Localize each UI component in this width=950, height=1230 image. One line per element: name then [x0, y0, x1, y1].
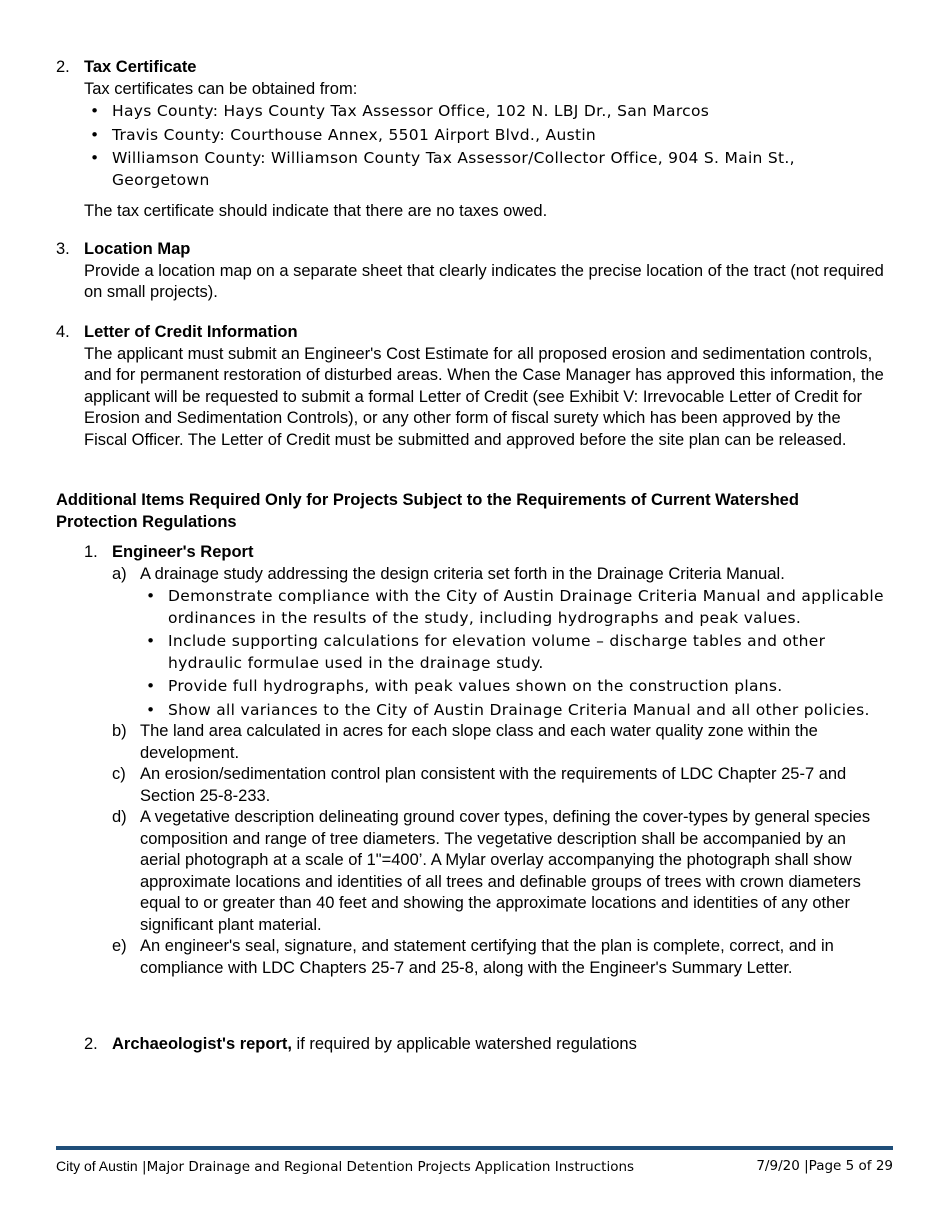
footer-page-number: Page 5 of 29	[808, 1158, 893, 1174]
item-archaeologist-report	[84, 1034, 886, 1056]
list-item: • Demonstrate compliance with the City of Austin Drainage Criteria Manual and applicable ordinances in the results of the study, including hydrographs and peak values.	[140, 586, 886, 629]
footer-left	[56, 1156, 634, 1179]
footer-date: 7/9/20	[756, 1158, 800, 1174]
subitem-text: An engineer's seal, signature, and statement certifying that the plan is complete, correct, and in compliance with LDC Chapters 25-7 and 25-8, along with the Engineer's Summary Letter.	[140, 937, 834, 977]
footer-doc-title: Major Drainage and Regional Detention Projects Application Instructions	[146, 1159, 635, 1175]
subitem-label: b)	[112, 722, 127, 740]
list-item: • Show all variances to the City of Austin Drainage Criteria Manual and all other policies.	[140, 700, 886, 722]
subitem-text: The land area calculated in acres for each slope class and each water quality zone within the development.	[140, 722, 818, 762]
subitem-text: A vegetative description delineating ground cover types, defining the cover-types by general species composition and range of tree diameters. The vegetative description shall be accompanied by an aerial photograph at a scale of 1"=400’. A Mylar overlay accompanying the photograph shall show approximate locations and identities of all trees and definable groups of trees with crown diameters equal to or greater than 40 feet and showing the approximate locations and identities of any other significant plant material.	[140, 808, 871, 934]
item-title: Tax Certificate	[84, 58, 197, 76]
item-title: Engineer's Report	[112, 543, 254, 561]
subitem-b	[112, 721, 886, 764]
subitem-text: An erosion/sedimentation control plan consistent with the requirements of LDC Chapter 25-7 and Section 25-8-233.	[140, 765, 847, 805]
footer-right	[756, 1156, 893, 1178]
item-text: The applicant must submit an Engineer's Cost Estimate for all proposed erosion and sedimentation controls, and for permanent restoration of disturbed areas. When the Case Manager has approved this information, the applicant will be requested to submit a formal Letter of Credit (see Exhibit V: Irrevocable Letter of Credit for Erosion and Sedimentation Controls), or any other form of fiscal surety which has been approved by the Fiscal Officer. The Letter of Credit must be submitted and approved before the site plan can be released.	[84, 344, 884, 449]
drainage-study-list	[140, 586, 886, 721]
item-number: 4.	[56, 323, 70, 341]
footer-city: City of Austin	[56, 1158, 138, 1174]
item-note: The tax certificate should indicate that there are no taxes owed.	[84, 202, 548, 220]
list-item: • Provide full hydrographs, with peak values shown on the construction plans.	[140, 676, 886, 698]
subitem-label: c)	[112, 765, 126, 783]
item-number: 3.	[56, 240, 70, 258]
list-item: • Hays County: Hays County Tax Assessor Office, 102 N. LBJ Dr., San Marcos	[84, 101, 886, 123]
item-number: 2.	[84, 1035, 98, 1053]
item-title: Letter of Credit Information	[84, 323, 298, 341]
item-letter-of-credit	[56, 322, 886, 451]
subitem-text: A drainage study addressing the design criteria set forth in the Drainage Criteria Manual.	[140, 564, 785, 583]
footer-rule	[56, 1146, 893, 1150]
list-item: • Williamson County: Williamson County Tax Assessor/Collector Office, 904 S. Main St., Georgetown	[84, 148, 886, 191]
item-number: 1.	[84, 543, 98, 561]
subitem-label: d)	[112, 808, 127, 826]
subitem-e	[112, 936, 886, 979]
item-title: Location Map	[84, 240, 191, 258]
item-text: if required by applicable watershed regulations	[291, 1035, 637, 1053]
item-location-map	[56, 239, 886, 304]
footer-separator: |	[142, 1159, 147, 1175]
footer-separator: |	[804, 1158, 809, 1174]
list-item: • Include supporting calculations for elevation volume – discharge tables and other hydraulic formulae used in the drainage study.	[140, 631, 886, 674]
subitem-a	[112, 564, 886, 722]
item-engineers-report	[84, 542, 886, 979]
item-text: Provide a location map on a separate sheet that clearly indicates the precise location of the tract (not required on small projects).	[84, 261, 884, 301]
subitem-c	[112, 764, 886, 807]
item-tax-certificate	[56, 57, 886, 223]
list-item: • Travis County: Courthouse Annex, 5501 Airport Blvd., Austin	[84, 125, 886, 147]
item-title: Archaeologist's report,	[112, 1035, 292, 1053]
item-intro: Tax certificates can be obtained from:	[84, 79, 358, 98]
subitem-label: e)	[112, 937, 127, 955]
section-heading: Additional Items Required Only for Projects Subject to the Requirements of Current Watershed Protection Regulations	[56, 491, 799, 531]
item-number: 2.	[56, 58, 70, 76]
subitem-d	[112, 807, 886, 936]
county-list	[84, 101, 886, 191]
subitem-label: a)	[112, 564, 127, 583]
